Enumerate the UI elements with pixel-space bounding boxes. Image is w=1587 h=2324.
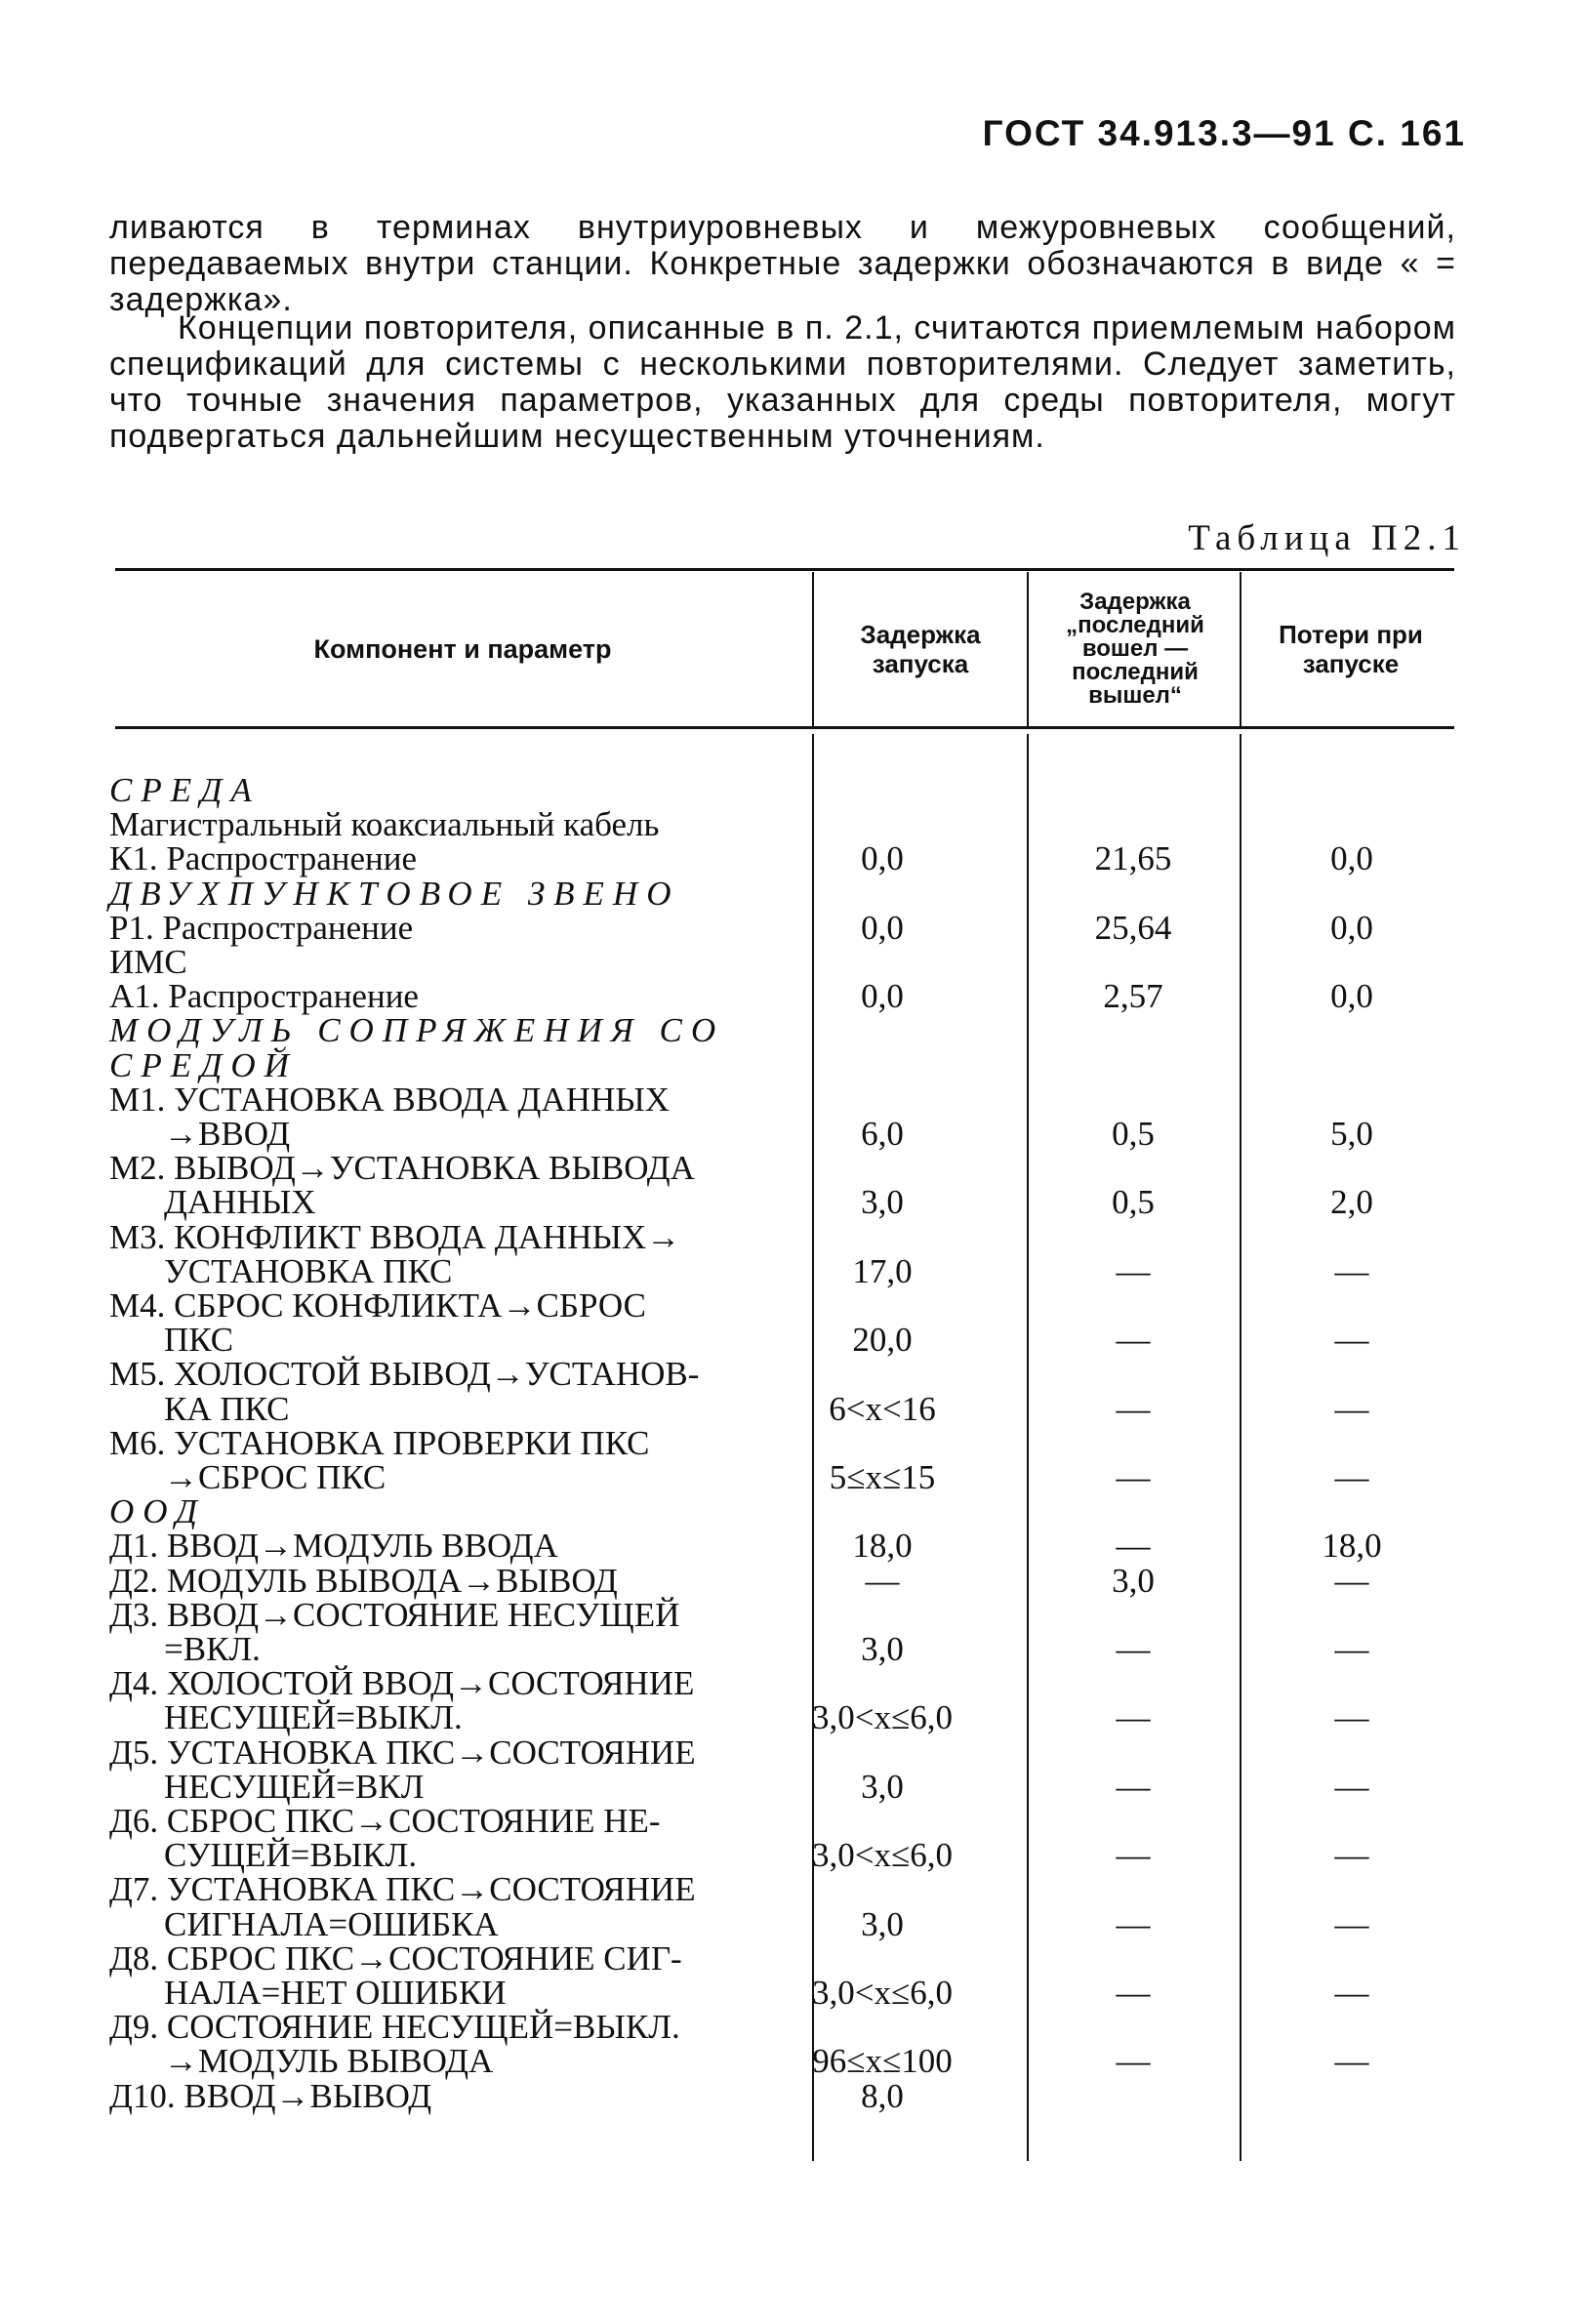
column-divider-3 xyxy=(1240,572,1241,726)
row-label: Д5. УСТАНОВКА ПКС→СОСТОЯНИЕ xyxy=(109,1733,696,1772)
cell-start-loss: 0,0 xyxy=(1330,908,1373,947)
row-label: =ВКЛ. xyxy=(164,1630,261,1668)
row-label: КА ПКС xyxy=(164,1389,290,1428)
column-divider-body-3 xyxy=(1240,734,1241,2161)
cell-start-delay: 3,0 xyxy=(861,1630,904,1668)
column-divider-body-1 xyxy=(812,734,814,2161)
column-divider-2 xyxy=(1027,572,1029,726)
cell-start-loss: 0,0 xyxy=(1330,977,1373,1016)
table-top-rule xyxy=(115,568,1454,571)
row-label: М1. УСТАНОВКА ВВОДА ДАННЫХ xyxy=(109,1080,671,1119)
column-divider-body-2 xyxy=(1027,734,1029,2161)
cell-lifo-delay: 3,0 xyxy=(1112,1561,1155,1600)
page-header: ГОСТ 34.913.3—91 С. 161 xyxy=(982,113,1466,153)
row-label: Д6. СБРОС ПКС→СОСТОЯНИЕ НЕ- xyxy=(109,1802,661,1840)
cell-lifo-delay: — xyxy=(1116,1630,1151,1668)
row-label: М4. СБРОС КОНФЛИКТА→СБРОС xyxy=(109,1286,646,1325)
cell-lifo-delay: 25,64 xyxy=(1094,908,1172,947)
table-caption: Таблица П2.1 xyxy=(1188,518,1466,558)
row-label: УСТАНОВКА ПКС xyxy=(164,1251,453,1290)
cell-start-loss: 5,0 xyxy=(1330,1115,1373,1153)
row-label: НЕСУЩЕЙ=ВКЛ xyxy=(164,1767,425,1806)
cell-start-loss: — xyxy=(1334,1389,1369,1428)
row-label: СРЕДОЙ xyxy=(109,1045,298,1084)
cell-lifo-delay: — xyxy=(1116,1458,1151,1496)
row-label: М3. КОНФЛИКТ ВВОДА ДАННЫХ→ xyxy=(109,1217,681,1256)
cell-start-loss: — xyxy=(1334,1974,1369,2012)
row-label: Д1. ВВОД→МОДУЛЬ ВВОДА xyxy=(109,1527,558,1566)
row-label: ПКС xyxy=(164,1321,234,1360)
cell-start-loss: — xyxy=(1334,1836,1369,1875)
cell-start-loss: — xyxy=(1334,1630,1369,1668)
cell-start-loss: — xyxy=(1334,1321,1369,1360)
row-label: Д3. ВВОД→СОСТОЯНИЕ НЕСУЩЕЙ xyxy=(109,1595,680,1634)
column-divider-1 xyxy=(812,572,814,726)
row-label: →ВВОД xyxy=(164,1115,291,1153)
row-label: ИМС xyxy=(109,943,187,981)
cell-start-delay: 0,0 xyxy=(861,908,904,947)
cell-start-delay: 20,0 xyxy=(852,1321,913,1360)
row-label: ДАННЫХ xyxy=(164,1183,316,1222)
cell-start-delay: 3,0<x≤6,0 xyxy=(812,1974,953,2012)
row-label: МОДУЛЬ СОПРЯЖЕНИЯ СО xyxy=(109,1011,725,1050)
row-label: СУЩЕЙ=ВЫКЛ. xyxy=(164,1836,418,1875)
table-header-rule xyxy=(115,726,1454,729)
cell-start-delay: 17,0 xyxy=(852,1251,913,1290)
cell-lifo-delay: — xyxy=(1116,1251,1151,1290)
row-label: ДВУХПУНКТОВОЕ ЗВЕНО xyxy=(109,874,680,913)
row-label: СИГНАЛА=ОШИБКА xyxy=(164,1904,499,1943)
cell-lifo-delay: — xyxy=(1116,1836,1151,1875)
cell-start-loss: 0,0 xyxy=(1330,839,1373,878)
cell-start-loss: — xyxy=(1334,2042,1369,2081)
cell-start-loss: 18,0 xyxy=(1322,1527,1382,1566)
header-start-delay: Задержка запуска xyxy=(860,620,981,678)
row-label: Д4. ХОЛОСТОЙ ВВОД→СОСТОЯНИЕ xyxy=(109,1664,695,1703)
row-label: ООД xyxy=(109,1492,206,1531)
row-label: →СБРОС ПКС xyxy=(164,1458,387,1496)
cell-lifo-delay: 2,57 xyxy=(1103,977,1163,1016)
cell-start-delay: 3,0<x≤6,0 xyxy=(812,1836,953,1875)
row-label: Д2. МОДУЛЬ ВЫВОДА→ВЫВОД xyxy=(109,1561,618,1600)
cell-start-loss: — xyxy=(1334,1561,1369,1600)
cell-start-loss: 2,0 xyxy=(1330,1183,1373,1222)
cell-start-loss: — xyxy=(1334,1767,1369,1806)
paragraph-1: ливаются в терминах внутриуровневых и межуровневых сообщений, передаваемых внутри станции. Конкретные задержки обозначаются в виде « = задержка». xyxy=(109,209,1456,318)
cell-start-delay: 0,0 xyxy=(861,839,904,878)
row-label: Д8. СБРОС ПКС→СОСТОЯНИЕ СИГ- xyxy=(109,1938,682,1977)
cell-lifo-delay: — xyxy=(1116,1389,1151,1428)
cell-lifo-delay: — xyxy=(1116,1321,1151,1360)
cell-lifo-delay: — xyxy=(1116,1904,1151,1943)
cell-start-delay: 0,0 xyxy=(861,977,904,1016)
row-label: НАЛА=НЕТ ОШИБКИ xyxy=(164,1974,507,2012)
paragraph-2: Концепции повторителя, описанные в п. 2.1, считаются приемлемым набором спецификаций для системы с несколькими повторителями. Следует заметить, что точные значения параметров, указанных для среды повторителя, могут подвергаться дальнейшим несущественным уточнениям. xyxy=(109,309,1456,455)
row-label: СРЕДА xyxy=(109,771,261,809)
row-label: Д7. УСТАНОВКА ПКС→СОСТОЯНИЕ xyxy=(109,1870,696,1909)
cell-lifo-delay: 0,5 xyxy=(1112,1115,1155,1153)
row-label: К1. Распространение xyxy=(109,839,418,878)
cell-lifo-delay: — xyxy=(1116,1527,1151,1566)
cell-start-delay: 3,0<x≤6,0 xyxy=(812,1698,953,1737)
header-component: Компонент и параметр xyxy=(313,634,612,664)
cell-lifo-delay: — xyxy=(1116,2042,1151,2081)
row-label: М6. УСТАНОВКА ПРОВЕРКИ ПКС xyxy=(109,1423,650,1462)
cell-lifo-delay: — xyxy=(1116,1767,1151,1806)
row-label: М2. ВЫВОД→УСТАНОВКА ВЫВОДА xyxy=(109,1149,695,1188)
cell-start-loss: — xyxy=(1334,1251,1369,1290)
cell-lifo-delay: 21,65 xyxy=(1094,839,1172,878)
header-start-loss: Потери при запуске xyxy=(1279,620,1423,678)
row-label: Р1. Распространение xyxy=(109,908,414,947)
cell-start-loss: — xyxy=(1334,1458,1369,1496)
cell-start-loss: — xyxy=(1334,1904,1369,1943)
cell-start-delay: 8,0 xyxy=(861,2076,904,2115)
cell-lifo-delay: — xyxy=(1116,1974,1151,2012)
header-lifo-delay: Задержка „последний вошел — последний вышел“ xyxy=(1066,589,1204,709)
row-label: →МОДУЛЬ ВЫВОДА xyxy=(164,2042,494,2081)
row-label: Магистральный коаксиальный кабель xyxy=(109,805,660,844)
cell-start-delay: 6,0 xyxy=(861,1115,904,1153)
cell-start-delay: 3,0 xyxy=(861,1767,904,1806)
row-label: Д9. СОСТОЯНИЕ НЕСУЩЕЙ=ВЫКЛ. xyxy=(109,2008,680,2047)
cell-start-delay: 18,0 xyxy=(852,1527,913,1566)
cell-lifo-delay: 0,5 xyxy=(1112,1183,1155,1222)
cell-start-delay: — xyxy=(865,1561,900,1600)
cell-start-loss: — xyxy=(1334,1698,1369,1737)
cell-start-delay: 6<x<16 xyxy=(829,1389,936,1428)
cell-lifo-delay: — xyxy=(1116,1698,1151,1737)
cell-start-delay: 3,0 xyxy=(861,1183,904,1222)
cell-start-delay: 5≤x≤15 xyxy=(829,1458,936,1496)
row-label: А1. Распространение xyxy=(109,977,419,1016)
row-label: Д10. ВВОД→ВЫВОД xyxy=(109,2076,432,2115)
row-label: М5. ХОЛОСТОЙ ВЫВОД→УСТАНОВ- xyxy=(109,1355,700,1394)
cell-start-delay: 96≤x≤100 xyxy=(812,2042,953,2081)
row-label: НЕСУЩЕЙ=ВЫКЛ. xyxy=(164,1698,463,1737)
cell-start-delay: 3,0 xyxy=(861,1904,904,1943)
